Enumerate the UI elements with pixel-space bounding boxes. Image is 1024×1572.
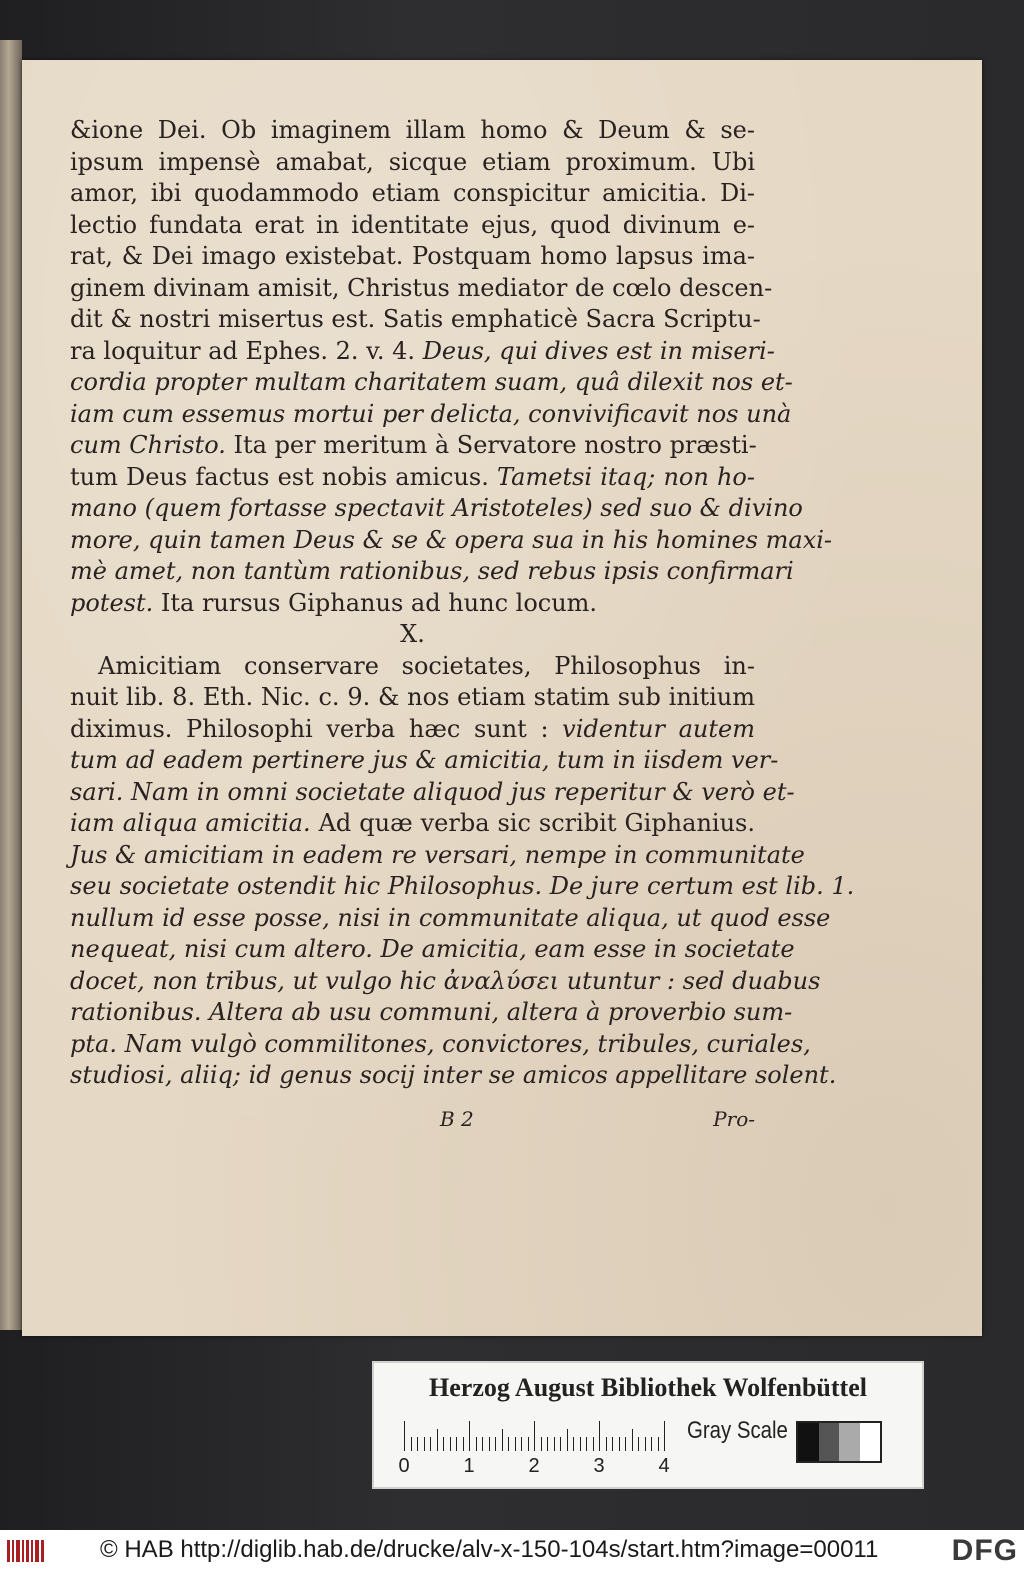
ruler-tick <box>586 1437 587 1451</box>
text-line: ginem divinam amisit, Christus mediator de cœlo descen- <box>70 273 773 302</box>
dfg-logo: DFG <box>951 1534 1018 1567</box>
gray-patch <box>860 1423 881 1461</box>
source-credit-link[interactable]: © HAB http://diglib.hab.de/drucke/alv-x-150-104s/start.htm?image=00011 <box>100 1536 879 1563</box>
roman-text: Ita per meritum à Servatore nostro præsti- <box>233 431 757 459</box>
text-line: seu societate ostendit hic Philosophus. De jure certum est lib. 1. <box>70 872 855 900</box>
roman-text: tum Deus factus est nobis amicus. <box>70 462 498 491</box>
text-line <box>70 714 755 746</box>
ruler-tick <box>469 1421 470 1451</box>
ruler-tick <box>508 1437 509 1451</box>
ruler-tick <box>502 1429 503 1451</box>
text-line: nequeat, nisi cum altero. De amicitia, eam esse in societate <box>70 935 795 963</box>
ruler-number: 2 <box>528 1455 540 1477</box>
section-number: X. <box>400 620 425 648</box>
text-line: more, quin tamen Deus & se & opera sua in his homines maxi- <box>70 525 833 554</box>
ruler-tick <box>443 1437 444 1451</box>
ruler-tick <box>450 1437 451 1451</box>
ruler-tick <box>599 1421 600 1451</box>
ruler-tick <box>430 1437 431 1451</box>
barcode-icon <box>6 1538 46 1564</box>
ruler-tick <box>612 1437 613 1451</box>
ruler-tick <box>638 1437 639 1451</box>
ruler-tick <box>404 1421 405 1451</box>
ruler-tick <box>417 1437 418 1451</box>
text-line: ipsum impensè amabat, sicque etiam proximum. Ubi <box>70 147 755 176</box>
ruler-tick <box>632 1429 633 1451</box>
ruler-tick <box>567 1429 568 1451</box>
text-line <box>70 336 775 368</box>
text-line: docet, non tribus, ut vulgo hic ἀναλύσει utuntur : sed duabus <box>70 966 821 995</box>
ruler-tick <box>489 1437 490 1451</box>
roman-text: diximus. Philosophi verba hæc sunt : <box>70 714 563 743</box>
ruler-tick <box>651 1437 652 1451</box>
text-line: nullum id esse posse, nisi in communitate aliqua, ut quod esse <box>70 903 831 932</box>
ruler-number: 0 <box>398 1455 410 1477</box>
italic-text: Tametsi itaq; non ho- <box>497 462 755 491</box>
ruler-number: 3 <box>593 1455 605 1477</box>
roman-text: Ita rursus Giphanus ad hunc locum. <box>160 588 598 617</box>
catchword: Pro- <box>713 1107 755 1131</box>
roman-text: ra loquitur ad Ephes. 2. v. 4. <box>70 336 423 365</box>
text-line: Jus & amicitiam in eadem re versari, nempe in communitate <box>70 840 805 869</box>
ruler-tick <box>463 1437 464 1451</box>
book-spine-edge <box>0 40 22 1330</box>
text-line: sari. Nam in omni societate aliquod jus reperitur & verò et- <box>70 777 795 806</box>
text-line: iam cum essemus mortui per delicta, convivificavit nos unà <box>70 399 792 428</box>
ruler-tick <box>580 1437 581 1451</box>
text-line <box>70 808 755 840</box>
scale-ruler <box>398 1417 674 1477</box>
ruler-tick <box>625 1437 626 1451</box>
italic-text: iam aliqua amicitia. <box>70 809 319 837</box>
text-line: dit & nostri misertus est. Satis emphaticè Sacra Scriptu- <box>70 305 761 333</box>
text-line: rat, & Dei imago existebat. Postquam homo lapsus ima- <box>70 242 755 270</box>
text-line: nuit lib. 8. Eth. Nic. c. 9. & nos etiam statim sub initium <box>70 683 755 711</box>
ruler-tick <box>619 1437 620 1451</box>
ruler-tick <box>476 1437 477 1451</box>
ruler-tick <box>658 1437 659 1451</box>
text-line: mano (quem fortasse spectavit Aristoteles) sed suo & divino <box>70 494 803 522</box>
page-text-block <box>70 115 855 1092</box>
roman-text: Ad quæ verba sic scribit Giphanius. <box>318 809 755 837</box>
ruler-tick <box>645 1437 646 1451</box>
page-footer <box>70 1107 755 1137</box>
ruler-tick <box>528 1437 529 1451</box>
ruler-tick <box>547 1437 548 1451</box>
gray-patch <box>839 1423 860 1461</box>
library-name: Herzog August Bibliothek Wolfenbüttel <box>429 1373 867 1402</box>
ruler-tick <box>554 1437 555 1451</box>
text-line: cordia propter multam charitatem suam, quâ dilexit nos et- <box>70 368 793 396</box>
ruler-tick <box>495 1437 496 1451</box>
ruler-tick <box>664 1421 665 1451</box>
ruler-tick <box>560 1437 561 1451</box>
credit-bar <box>0 1530 1024 1572</box>
gray-patch <box>798 1423 819 1461</box>
gray-scale-patches <box>796 1421 882 1463</box>
gray-scale-label: Gray Scale <box>687 1417 788 1444</box>
ruler-number: 4 <box>658 1455 670 1477</box>
ruler-tick <box>411 1437 412 1451</box>
text-line: &ione Dei. Ob imaginem illam homo & Deum & se- <box>70 116 755 144</box>
ruler-tick <box>606 1437 607 1451</box>
ruler-tick <box>456 1437 457 1451</box>
italic-text: cum Christo. <box>70 431 234 459</box>
italic-text: potest. <box>70 588 161 617</box>
text-line: studiosi, aliiq; id genus socij inter se amicos appellitare solent. <box>70 1061 837 1089</box>
ruler-tick <box>437 1429 438 1451</box>
ruler-number: 1 <box>463 1455 475 1477</box>
text-line: tum ad eadem pertinere jus & amicitia, tum in iisdem ver- <box>70 746 779 774</box>
gray-patch <box>819 1423 840 1461</box>
text-line: mè amet, non tantùm rationibus, sed rebus ipsis confirmari <box>70 557 794 585</box>
ruler-tick <box>521 1437 522 1451</box>
text-line: Amicitiam conservare societates, Philosophus in- <box>98 651 755 680</box>
ruler-tick <box>424 1437 425 1451</box>
ruler-tick <box>541 1437 542 1451</box>
ruler-tick <box>593 1437 594 1451</box>
text-line <box>70 462 755 494</box>
text-line: pta. Nam vulgò commilitones, convictores, tribules, curiales, <box>70 1029 811 1058</box>
text-line <box>70 430 755 462</box>
ruler-tick <box>573 1437 574 1451</box>
ruler-tick <box>482 1437 483 1451</box>
signature-mark: B 2 <box>440 1107 474 1131</box>
text-line: lectio fundata erat in identitate ejus, quod divinum e- <box>70 210 755 239</box>
ruler-tick <box>534 1421 535 1451</box>
italic-text: videntur autem <box>562 714 755 743</box>
text-line: amor, ibi quodammodo etiam conspicitur amicitia. Di- <box>70 179 755 207</box>
ruler-tick <box>515 1437 516 1451</box>
italic-text: Deus, qui dives est in miseri- <box>422 336 775 365</box>
color-target-card <box>372 1361 924 1489</box>
text-line <box>70 588 755 620</box>
text-line: rationibus. Altera ab usu communi, altera à proverbio sum- <box>70 998 793 1026</box>
